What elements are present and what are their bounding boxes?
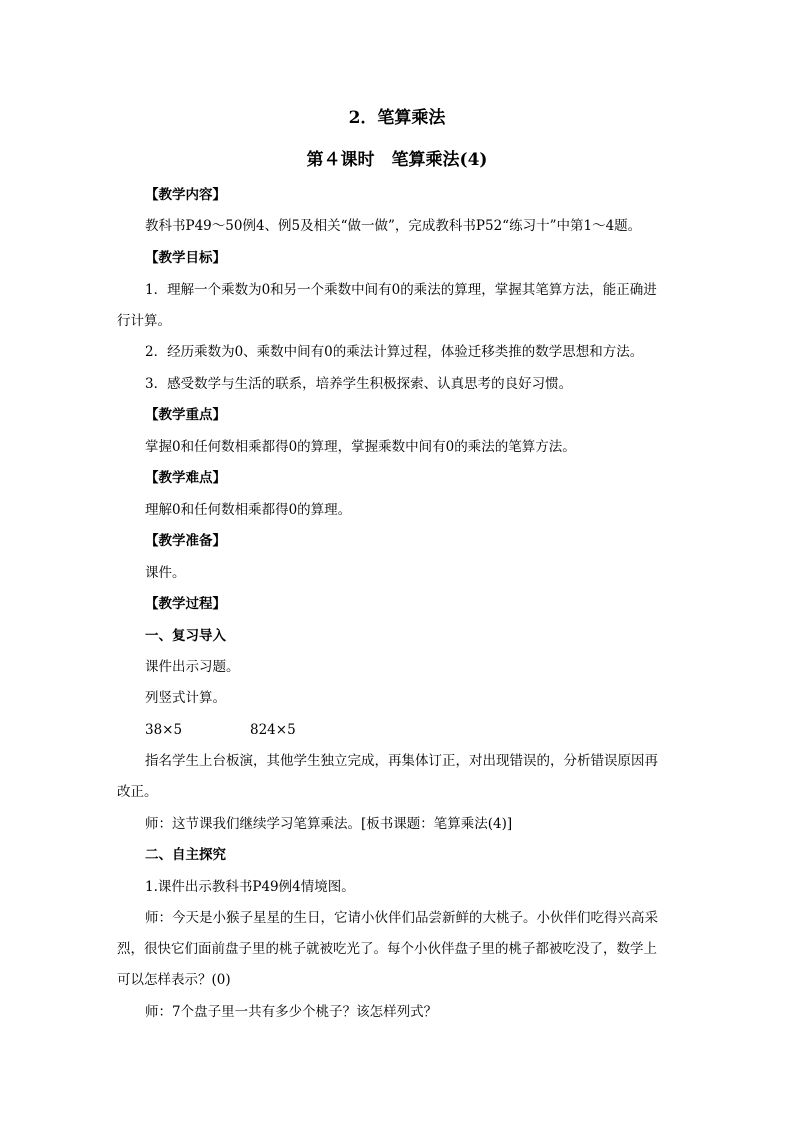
paragraph: 2．经历乘数为0、乘数中间有0的乘法计算过程，体验迁移类推的数学思想和方法。	[145, 344, 644, 360]
paragraph: 理解0和任何数相乘都得0的算理。	[145, 502, 352, 518]
heading-teaching-goals: 【教学目标】	[145, 250, 226, 266]
paragraph: 师：这节课我们继续学习笔算乘法。[板书课题：笔算乘法(4)]	[145, 816, 513, 832]
paragraph: 1.课件出示教科书P49例4情境图。	[145, 879, 355, 895]
paragraph: 教科书P49～50例4、例5及相关“做一做”，完成教科书P52“练习十”中第1～4题。	[145, 218, 642, 234]
paragraph: 掌握0和任何数相乘都得0的算理，掌握乘数中间有0的乘法的笔算方法。	[145, 439, 576, 455]
exercise-1: 38×5	[145, 722, 183, 738]
paragraph: 课件。	[145, 565, 186, 581]
heading-teaching-content: 【教学内容】	[145, 187, 226, 203]
heading-preparation: 【教学准备】	[145, 533, 226, 549]
lesson-title: 第４课时 笔算乘法(4)	[306, 150, 488, 170]
paragraph: 可以怎样表示？(0)	[117, 972, 231, 988]
subheading-review: 一、复习导入	[145, 628, 226, 644]
subheading-explore: 二、自主探究	[145, 847, 226, 863]
paragraph: 行计算。	[117, 313, 171, 329]
paragraph: 师：7个盘子里一共有多少个桃子？该怎样列式？	[145, 1004, 438, 1020]
paragraph: 课件出示习题。	[145, 659, 240, 675]
heading-difficulties: 【教学难点】	[145, 470, 226, 486]
paragraph: 师：今天是小猴子星星的生日，它请小伙伴们品尝新鲜的大桃子。小伙伴们吃得兴高采	[145, 910, 658, 926]
heading-key-points: 【教学重点】	[145, 407, 226, 423]
paragraph: 3．感受数学与生活的联系，培养学生积极探索、认真思考的良好习惯。	[145, 376, 573, 392]
paragraph: 1．理解一个乘数为0和另一个乘数中间有0的乘法的算理，掌握其笔算方法，能正确进	[145, 282, 657, 298]
paragraph: 指名学生上台板演，其他学生独立完成，再集体订正，对出现错误的，分析错误原因再	[145, 753, 658, 769]
paragraph: 改正。	[117, 784, 158, 800]
heading-process: 【教学过程】	[145, 596, 226, 612]
exercise-2: 824×5	[250, 722, 296, 738]
paragraph: 烈，很快它们面前盘子里的桃子就被吃光了。每个小伙伴盘子里的桃子都被吃没了，数学上	[117, 941, 657, 957]
section-title: 2．笔算乘法	[348, 108, 446, 128]
paragraph: 列竖式计算。	[145, 690, 226, 706]
